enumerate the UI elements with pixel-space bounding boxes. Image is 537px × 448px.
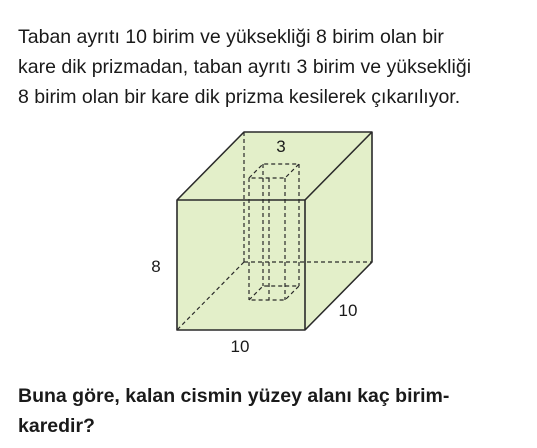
prism-front-face [177,200,305,330]
width-label: 10 [230,337,250,356]
problem-line-3: 8 birim olan bir kare dik prizma kesilerek çıkarılıyor. [18,86,461,108]
inner-edge-label: 3 [276,137,286,156]
problem-line-1: Taban ayrıtı 10 birim ve yüksekliği 8 birim olan bir [18,26,444,48]
question-line-2: karedir? [18,415,95,437]
height-label: 8 [151,257,161,276]
question-line-1: Buna göre, kalan cismin yüzey alanı kaç birim- [18,385,450,407]
question [18,381,528,441]
problem-line-2: kare dik prizmadan, taban ayrıtı 3 birim ve yüksekliği [18,56,472,78]
depth-label: 10 [338,301,358,320]
